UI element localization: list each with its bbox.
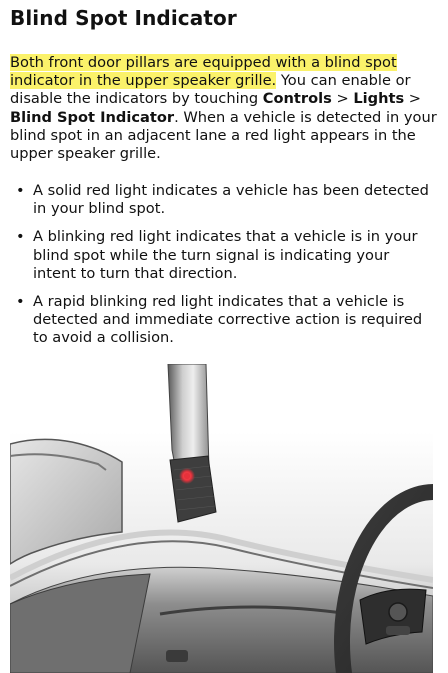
menu-blind-spot-indicator: Blind Spot Indicator — [10, 108, 175, 126]
blind-spot-light-core — [184, 473, 190, 479]
menu-separator: > — [331, 90, 354, 108]
car-interior-illustration — [10, 364, 433, 673]
bullet-icon: • — [16, 182, 25, 199]
menu-controls: Controls — [262, 90, 332, 108]
intro-text-2: . When a vehicle is detected in your blind spot in an adjacent lane a red light appears in the upper speaker grille. — [10, 108, 437, 163]
intro-paragraph — [10, 54, 438, 163]
bullet-icon: • — [16, 293, 25, 311]
bullet-item — [12, 228, 432, 283]
bullet-text: A rapid blinking red light indicates that a vehicle is detected and immediate corrective action is required to avoid a collision. — [33, 293, 423, 347]
highlighted-text: Both front door pillars are equipped with a blind spot indicator in the upper speaker grille. — [10, 54, 397, 90]
intro-text-1: You can enable or disable the indicators by touching — [10, 72, 411, 108]
bullet-text: A solid red light indicates a vehicle has been detected in your blind spot. — [33, 182, 429, 218]
bullet-icon: • — [16, 228, 25, 246]
page-title: Blind Spot Indicator — [10, 6, 237, 30]
scroll-wheel-icon — [389, 603, 407, 621]
bullet-item — [12, 293, 432, 348]
bullet-list — [12, 182, 432, 358]
menu-separator-2: > — [404, 90, 422, 108]
menu-lights: Lights — [353, 90, 405, 108]
bullet-item — [12, 182, 432, 218]
bullet-text: A blinking red light indicates that a vehicle is in your blind spot while the turn signal is indicating your intent to turn that direction. — [33, 228, 418, 282]
door-handle — [166, 650, 188, 662]
